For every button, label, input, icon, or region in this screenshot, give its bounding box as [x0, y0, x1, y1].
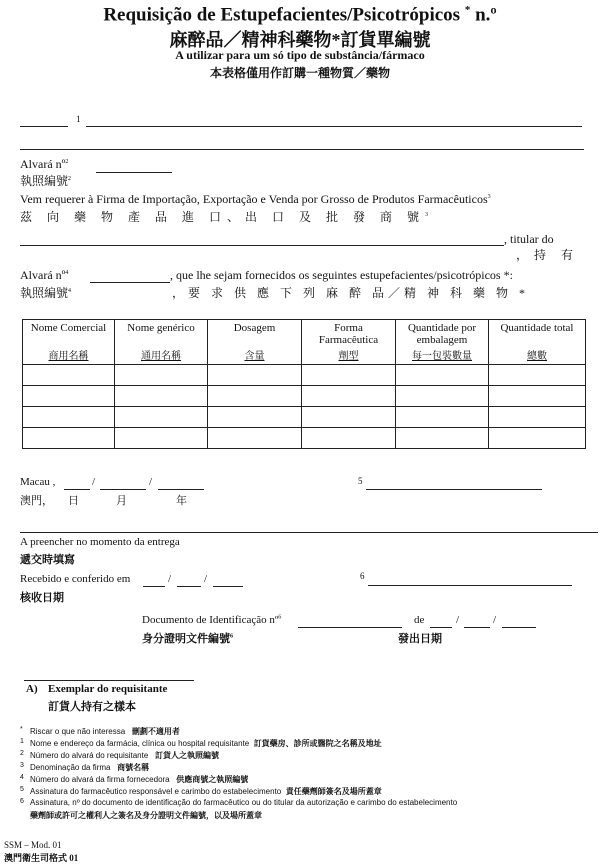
firm-name-line[interactable] — [20, 245, 504, 246]
footnote-item: 5 Assinatura do farmacêutico responsável e carimbo do estabelecimento 責任藥劑師簽名及場所蓋章 — [20, 786, 382, 796]
table-cell[interactable] — [489, 365, 586, 386]
table-cell[interactable] — [208, 428, 302, 449]
titular-text: , titular do — [504, 232, 554, 246]
table-cell[interactable] — [396, 386, 489, 407]
requester-name-short-line[interactable] — [20, 126, 68, 127]
col-nome-comercial: Nome Comercial 商用名稱 — [23, 320, 115, 365]
table-cell[interactable] — [115, 407, 208, 428]
form-title-zh: 麻醉品／精神科藥物*訂貨單編號 — [169, 30, 431, 50]
table-cell[interactable] — [23, 365, 115, 386]
alvara-label: Alvará nº$^2$ — [20, 157, 69, 171]
date-slash-2: / — [149, 476, 153, 488]
form-title — [0, 4, 600, 26]
ref-1: 1 — [76, 114, 81, 124]
received-label: Recebido e conferido em — [20, 573, 131, 585]
year-label-zh: 年 — [176, 495, 187, 507]
doc-id-label-zh: 身分證明文件編號$^6$ — [142, 633, 233, 645]
copy-text: Exemplar do requisitante — [48, 683, 168, 695]
col-quantidade-total: Quantidade total 總數 — [489, 320, 586, 365]
form-subtitle-zh: 本表格僅用作訂購一種物質／藥物 — [209, 66, 390, 80]
table-cell[interactable] — [208, 407, 302, 428]
footnote-item: 3 Denominação da firma 商號名稱 — [20, 762, 150, 772]
macau-label: Macau , — [20, 476, 56, 488]
doc-id-line[interactable] — [298, 627, 402, 628]
requester-name-line[interactable] — [86, 126, 582, 127]
copy-label: A) — [26, 683, 38, 695]
pharmacist-signature-line[interactable] — [366, 489, 542, 490]
footnote-item: 6 Assinatura, nº do documento de identificação do farmacêutico ou do titular da autorização e carimbo do estabelecimento — [20, 798, 458, 807]
table-cell[interactable] — [208, 386, 302, 407]
alvara-number-line[interactable] — [96, 172, 172, 173]
alvara2-label-zh: 執照編號$^4$ — [20, 286, 72, 300]
col-quantidade-embalagem: Quantidade por embalagem 每一包裝數量 — [396, 320, 489, 365]
day-line[interactable] — [64, 489, 90, 490]
copy-divider — [24, 680, 194, 681]
table-cell[interactable] — [115, 386, 208, 407]
titular-text-zh: ，持 有 — [516, 248, 580, 262]
table-cell[interactable] — [302, 365, 396, 386]
form-subtitle: A utilizar para um só tipo de substância/fármaco — [175, 48, 425, 62]
footnote-6-zh: 藥劑師或許可之權利人之簽名及身分證明文件編號，以及場所蓋章 — [30, 811, 262, 820]
received-slash-1: / — [168, 573, 172, 585]
table-cell[interactable] — [208, 365, 302, 386]
month-line[interactable] — [100, 489, 146, 490]
doc-slash-2: / — [493, 614, 497, 626]
date-slash-1: / — [92, 476, 96, 488]
macau-label-zh: 澳門， — [20, 495, 53, 507]
copy-text-zh: 訂貨人持有之樣本 — [48, 701, 136, 713]
ref-6-signature: 6 — [360, 571, 365, 581]
table-row — [23, 365, 586, 386]
delivery-heading: A preencher no momento da entrega — [20, 536, 180, 548]
alvara2-number-line[interactable] — [90, 282, 170, 283]
table-cell[interactable] — [115, 365, 208, 386]
received-year-line[interactable] — [213, 586, 243, 587]
doc-id-label: Documento de Identificação nº$^6$ — [142, 614, 282, 626]
alvara2-label: Alvará nº$^4$ — [20, 268, 69, 282]
ref-5: 5 — [358, 476, 363, 486]
receiver-signature-line[interactable] — [368, 585, 572, 586]
footnote-item: 1 Nome e endereço da farmácia, clínica ou hospital requisitante 訂貨藥房、診所或醫院之名稱及地址 — [20, 738, 382, 748]
table-cell[interactable] — [396, 407, 489, 428]
delivery-divider — [20, 532, 598, 533]
footnote-item: * Riscar o que não interessa 刪劃不適用者 — [20, 726, 180, 736]
col-nome-generico: Nome genérico 通用名稱 — [115, 320, 208, 365]
received-month-line[interactable] — [177, 586, 201, 587]
day-label-zh: 日 — [68, 495, 79, 507]
year-line[interactable] — [158, 489, 204, 490]
table-cell[interactable] — [302, 428, 396, 449]
received-slash-2: / — [204, 573, 208, 585]
alvara-label-zh: 執照編號$^2$ — [20, 174, 72, 188]
items-table — [22, 319, 586, 449]
table-cell[interactable] — [396, 365, 489, 386]
month-label-zh: 月 — [116, 495, 127, 507]
title-asterisk: * — [464, 4, 471, 16]
table-cell[interactable] — [302, 407, 396, 428]
form-code: SSM – Mod. 01 — [4, 840, 62, 850]
table-cell[interactable] — [23, 428, 115, 449]
table-header-row — [23, 320, 586, 365]
table-cell[interactable] — [302, 386, 396, 407]
table-cell[interactable] — [115, 428, 208, 449]
table-cell[interactable] — [23, 386, 115, 407]
table-cell[interactable] — [396, 428, 489, 449]
footnote-item: 2 Número do alvará do requisitante 訂貨人之執照編號 — [20, 750, 219, 760]
received-day-line[interactable] — [143, 586, 165, 587]
doc-month-line[interactable] — [464, 627, 490, 628]
form-code-zh: 澳門衛生司格式 01 — [4, 853, 79, 863]
requester-address-line[interactable] — [20, 149, 584, 150]
doc-day-line[interactable] — [430, 627, 452, 628]
doc-slash-1: / — [456, 614, 460, 626]
doc-de-label: de — [414, 614, 425, 626]
table-cell[interactable] — [489, 428, 586, 449]
request-text-zh: 茲 向 藥 物 產 品 進 口、出 口 及 批 發 商 號$^3$ — [20, 210, 429, 224]
table-row — [23, 428, 586, 449]
col-dosagem: Dosagem 含量 — [208, 320, 302, 365]
footnote-item: 4 Número do alvará da firma fornecedora 供應商號之執照編號 — [20, 774, 249, 784]
table-cell[interactable] — [489, 407, 586, 428]
col-forma-farmaceutica: Forma Farmacêutica 劑型 — [302, 320, 396, 365]
supply-text-zh: ，要 求 供 應 下 列 麻 醉 品／精 神 科 藥 物 * — [172, 286, 530, 300]
table-cell[interactable] — [23, 407, 115, 428]
received-label-zh: 核收日期 — [20, 592, 64, 604]
title-text: Requisição de Estupefacientes/Psicotrópicos — [103, 4, 461, 26]
issue-date-label-zh: 發出日期 — [398, 633, 442, 645]
delivery-heading-zh: 遞交時填寫 — [20, 554, 75, 566]
table-row — [23, 407, 586, 428]
request-text: Vem requerer à Firma de Importação, Exportação e Venda por Grosso de Produtos Farmacêuticos$^3$ — [20, 192, 491, 206]
table-row — [23, 386, 586, 407]
title-number-label: n.º — [475, 4, 497, 26]
supply-text: , que lhe sejam fornecidos os seguintes estupefacientes/psicotrópicos *: — [170, 268, 513, 282]
doc-year-line[interactable] — [502, 627, 536, 628]
table-cell[interactable] — [489, 386, 586, 407]
